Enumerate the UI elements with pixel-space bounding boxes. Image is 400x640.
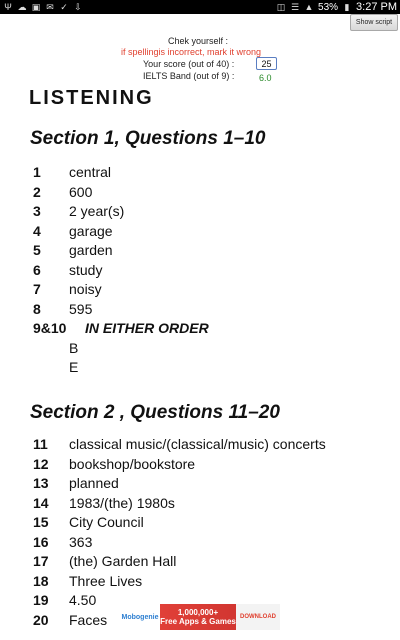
section-1-title: Section 1, Questions 1–10	[30, 128, 266, 149]
answer-number: 17	[33, 553, 49, 569]
score-input[interactable]: 25	[256, 57, 277, 70]
notification-icons	[3, 3, 83, 12]
answer-row	[33, 301, 92, 317]
either-order-label: IN EITHER ORDER	[85, 320, 209, 336]
ad-banner[interactable]	[120, 604, 280, 630]
ad-brand-logo: Mobogenie	[120, 604, 160, 630]
answer-number: 15	[33, 514, 49, 530]
page-title: LISTENING	[29, 87, 154, 109]
answer-row	[33, 184, 92, 200]
answer-number: 12	[33, 456, 49, 472]
answer-row	[33, 534, 92, 550]
answer-text: central	[69, 164, 112, 180]
answer-number: 13	[33, 475, 49, 491]
answer-number: 9&10	[33, 320, 67, 336]
answer-row	[33, 262, 102, 278]
answer-row	[33, 456, 195, 472]
status-bar	[0, 0, 400, 14]
usb-icon: Ψ	[4, 1, 12, 12]
score-label: Your score (out of 40) :	[143, 59, 235, 69]
answer-row	[33, 573, 142, 589]
answer-number: 20	[33, 612, 49, 628]
answer-row	[33, 592, 96, 608]
answer-number: 18	[33, 573, 49, 589]
answer-row	[33, 495, 175, 511]
ad-line-1: 1,000,000+	[177, 608, 219, 617]
ad-line-2: Free Apps & Games	[160, 617, 236, 626]
answer-number: 4	[33, 223, 41, 239]
answer-row-either	[33, 320, 209, 336]
answer-text: noisy	[69, 281, 102, 297]
download-icon: ⇩	[74, 1, 82, 12]
answer-text: Faces	[69, 612, 108, 628]
check-title: Chek yourself :	[168, 36, 229, 46]
answer-number: 5	[33, 242, 41, 258]
gallery-icon: ▣	[31, 1, 41, 12]
answer-row	[33, 242, 113, 258]
answer-number: 16	[33, 534, 49, 550]
answer-text: City Council	[69, 514, 144, 530]
ad-download-button[interactable]: DOWNLOAD	[236, 604, 280, 630]
answer-text: classical music/(classical/music) concerts	[69, 436, 326, 452]
answer-text: 595	[69, 301, 93, 317]
answer-text: study	[69, 262, 103, 278]
answer-number: 3	[33, 203, 41, 219]
band-label: IELTS Band (out of 9) :	[143, 71, 235, 81]
answer-row	[33, 514, 144, 530]
battery-icon: ▮	[344, 1, 350, 12]
answer-number: 7	[33, 281, 41, 297]
section-2-title: Section 2 , Questions 11–20	[30, 402, 280, 423]
answer-text: E	[69, 359, 79, 375]
answer-row	[33, 359, 78, 375]
answer-row	[33, 164, 111, 180]
answer-text: bookshop/bookstore	[69, 456, 196, 472]
answer-number: 11	[33, 436, 48, 452]
answer-number: 1	[33, 164, 41, 180]
answer-row	[33, 223, 113, 239]
check-icon: ✓	[60, 1, 68, 12]
answer-text: 2 year(s)	[69, 203, 125, 219]
answer-row	[33, 436, 326, 452]
answer-text: 4.50	[69, 592, 97, 608]
system-icons	[276, 1, 397, 13]
answer-row	[33, 340, 78, 356]
answer-row	[33, 475, 119, 491]
cloud-icon: ☁	[17, 1, 27, 12]
answer-text: planned	[69, 475, 119, 491]
answer-number: 8	[33, 301, 41, 317]
show-script-button[interactable]: Show script	[350, 14, 398, 31]
answer-text: Three Lives	[69, 573, 143, 589]
answer-number: 14	[33, 495, 49, 511]
answer-text: (the) Garden Hall	[69, 553, 177, 569]
ad-text	[160, 608, 236, 626]
answer-number: 6	[33, 262, 41, 278]
answer-number: 19	[33, 592, 49, 608]
answer-text: garden	[69, 242, 113, 258]
answer-text: 600	[69, 184, 93, 200]
answer-row	[33, 612, 107, 628]
answer-row	[33, 203, 124, 219]
answer-row	[33, 553, 176, 569]
band-value: 6.0	[259, 73, 272, 83]
wifi-icon: ☰	[290, 1, 300, 12]
cast-icon: ◫	[276, 1, 286, 12]
answer-row	[33, 281, 102, 297]
battery-percent: 53%	[318, 1, 339, 13]
answer-text: B	[69, 340, 79, 356]
answer-number: 2	[33, 184, 41, 200]
spelling-hint: if spellingis incorrect, mark it wrong	[121, 47, 262, 57]
clock: 3:27 PM	[356, 1, 397, 13]
answer-text: garage	[69, 223, 113, 239]
answer-text: 363	[69, 534, 93, 550]
signal-icon: ▲	[304, 1, 314, 12]
email-icon: ✉	[46, 1, 54, 12]
answer-text: 1983/(the) 1980s	[69, 495, 175, 511]
